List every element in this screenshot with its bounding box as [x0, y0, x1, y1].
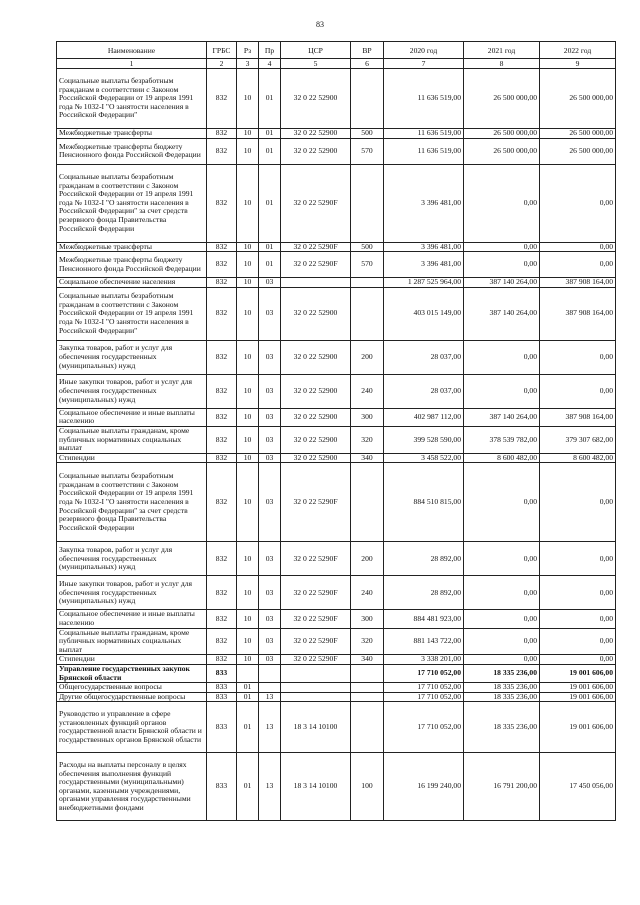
row-name: Расходы на выплаты персоналу в целях обеспечения выполнения функций государственными (муниципальными) органами, казенными учреждениями, органами управления государственными внебюджетными фондами: [57, 753, 207, 821]
table-row: [57, 69, 616, 129]
column-header: 2020 год: [384, 42, 464, 59]
row-csr: 32 0 22 5290F: [281, 628, 351, 655]
column-number: 8: [464, 59, 540, 69]
row-amount-2022: 0,00: [540, 340, 616, 374]
row-name: Управление государственных закупок Брянской области: [57, 664, 207, 682]
column-header: ГРБС: [207, 42, 237, 59]
row-amount-2022: 0,00: [540, 655, 616, 665]
row-amount-2021: 26 500 000,00: [464, 129, 540, 139]
column-header: Пр: [259, 42, 281, 59]
row-grbs: 833: [207, 683, 237, 693]
row-grbs: 832: [207, 374, 237, 408]
row-csr: 32 0 22 5290F: [281, 655, 351, 665]
row-rz: 01: [237, 692, 259, 702]
row-rz: 10: [237, 164, 259, 242]
row-pr: 01: [259, 69, 281, 129]
row-grbs: 832: [207, 576, 237, 610]
row-amount-2021: 0,00: [464, 628, 540, 655]
column-header: Рз: [237, 42, 259, 59]
row-name: Социальное обеспечение населения: [57, 278, 207, 288]
row-amount-2020: 28 037,00: [384, 374, 464, 408]
row-vr: 200: [351, 340, 384, 374]
table-row: [57, 340, 616, 374]
row-pr: 03: [259, 628, 281, 655]
column-number: 7: [384, 59, 464, 69]
page-number: 83: [316, 20, 324, 29]
table-row: [57, 753, 616, 821]
row-amount-2021: 0,00: [464, 542, 540, 576]
row-amount-2022: 379 307 682,00: [540, 426, 616, 453]
row-rz: 10: [237, 129, 259, 139]
row-grbs: 832: [207, 138, 237, 164]
column-header: ЦСР: [281, 42, 351, 59]
row-rz: 10: [237, 252, 259, 278]
table-row: [57, 164, 616, 242]
row-amount-2022: 0,00: [540, 628, 616, 655]
row-pr: 01: [259, 129, 281, 139]
table-row: [57, 542, 616, 576]
row-amount-2021: 0,00: [464, 576, 540, 610]
row-amount-2021: 387 140 264,00: [464, 287, 540, 340]
row-amount-2020: 884 510 815,00: [384, 463, 464, 542]
row-vr: [351, 69, 384, 129]
row-csr: [281, 278, 351, 288]
row-vr: [351, 702, 384, 753]
row-name: Иные закупки товаров, работ и услуг для обеспечения государственных (муниципальных) нужд: [57, 374, 207, 408]
table-row: [57, 408, 616, 426]
row-grbs: 832: [207, 408, 237, 426]
column-number: 6: [351, 59, 384, 69]
row-vr: [351, 287, 384, 340]
row-grbs: 833: [207, 702, 237, 753]
row-grbs: 832: [207, 610, 237, 628]
row-rz: 10: [237, 453, 259, 463]
row-amount-2020: 881 143 722,00: [384, 628, 464, 655]
row-grbs: 832: [207, 164, 237, 242]
row-rz: 10: [237, 287, 259, 340]
row-amount-2021: 0,00: [464, 340, 540, 374]
row-rz: 10: [237, 278, 259, 288]
row-csr: [281, 664, 351, 682]
row-grbs: 832: [207, 655, 237, 665]
row-pr: 03: [259, 610, 281, 628]
row-pr: 03: [259, 287, 281, 340]
row-name: Социальные выплаты гражданам, кроме публичных нормативных социальных выплат: [57, 426, 207, 453]
row-amount-2021: 18 335 236,00: [464, 683, 540, 693]
row-csr: 32 0 22 52900: [281, 287, 351, 340]
row-amount-2020: 28 892,00: [384, 576, 464, 610]
row-csr: [281, 683, 351, 693]
table-row: [57, 463, 616, 542]
row-amount-2021: 0,00: [464, 242, 540, 252]
row-amount-2022: 0,00: [540, 242, 616, 252]
table-row: [57, 664, 616, 682]
row-name: Социальные выплаты гражданам, кроме публичных нормативных социальных выплат: [57, 628, 207, 655]
column-header: ВР: [351, 42, 384, 59]
row-rz: 10: [237, 628, 259, 655]
row-name: Общегосударственные вопросы: [57, 683, 207, 693]
row-name: Закупка товаров, работ и услуг для обеспечения государственных (муниципальных) нужд: [57, 340, 207, 374]
row-pr: 01: [259, 164, 281, 242]
table-row: [57, 242, 616, 252]
row-amount-2022: 0,00: [540, 374, 616, 408]
row-pr: 01: [259, 242, 281, 252]
row-amount-2022: 387 908 164,00: [540, 408, 616, 426]
column-number: 5: [281, 59, 351, 69]
row-rz: 10: [237, 542, 259, 576]
column-header: 2021 год: [464, 42, 540, 59]
row-pr: 03: [259, 408, 281, 426]
row-csr: 18 3 14 10100: [281, 702, 351, 753]
row-csr: 32 0 22 52900: [281, 340, 351, 374]
row-grbs: 833: [207, 692, 237, 702]
row-name: Социальные выплаты безработным гражданам в соответствии с Законом Российской Федерации от 19 апреля 1991 года № 1032-I "О занятости населения в Российской Федерации": [57, 287, 207, 340]
row-name: Межбюджетные трансферты бюджету Пенсионного фонда Российской Федерации: [57, 252, 207, 278]
row-amount-2020: 28 037,00: [384, 340, 464, 374]
row-amount-2021: 18 335 236,00: [464, 664, 540, 682]
row-pr: [259, 683, 281, 693]
row-pr: 03: [259, 426, 281, 453]
row-pr: 13: [259, 702, 281, 753]
table-row: [57, 374, 616, 408]
column-number: 1: [57, 59, 207, 69]
row-csr: 32 0 22 52900: [281, 129, 351, 139]
row-amount-2022: 0,00: [540, 252, 616, 278]
row-pr: 03: [259, 374, 281, 408]
row-vr: 500: [351, 242, 384, 252]
column-number: 3: [237, 59, 259, 69]
row-amount-2022: 17 450 056,00: [540, 753, 616, 821]
row-amount-2021: 18 335 236,00: [464, 692, 540, 702]
row-vr: 570: [351, 252, 384, 278]
row-rz: [237, 664, 259, 682]
row-csr: 32 0 22 52900: [281, 69, 351, 129]
table-row: [57, 692, 616, 702]
row-rz: 10: [237, 340, 259, 374]
row-name: Межбюджетные трансферты: [57, 129, 207, 139]
row-rz: 10: [237, 655, 259, 665]
row-amount-2021: 387 140 264,00: [464, 278, 540, 288]
row-amount-2022: 19 001 606,00: [540, 692, 616, 702]
row-vr: 300: [351, 408, 384, 426]
row-amount-2021: 16 791 200,00: [464, 753, 540, 821]
row-amount-2022: 0,00: [540, 542, 616, 576]
row-amount-2021: 378 539 782,00: [464, 426, 540, 453]
row-pr: 13: [259, 692, 281, 702]
row-csr: 32 0 22 52900: [281, 138, 351, 164]
row-amount-2022: 26 500 000,00: [540, 138, 616, 164]
row-amount-2020: 1 287 525 964,00: [384, 278, 464, 288]
row-pr: 03: [259, 655, 281, 665]
row-vr: [351, 692, 384, 702]
row-csr: 32 0 22 5290F: [281, 252, 351, 278]
row-rz: 10: [237, 610, 259, 628]
row-rz: 10: [237, 463, 259, 542]
row-vr: [351, 463, 384, 542]
row-rz: 10: [237, 426, 259, 453]
row-vr: 240: [351, 576, 384, 610]
row-rz: 01: [237, 753, 259, 821]
budget-table: [56, 41, 616, 821]
row-amount-2020: 17 710 052,00: [384, 664, 464, 682]
row-amount-2020: 399 528 590,00: [384, 426, 464, 453]
row-rz: 10: [237, 69, 259, 129]
row-csr: 32 0 22 5290F: [281, 576, 351, 610]
row-grbs: 833: [207, 664, 237, 682]
row-rz: 10: [237, 374, 259, 408]
row-amount-2020: 3 396 481,00: [384, 164, 464, 242]
table-row: [57, 610, 616, 628]
row-rz: 10: [237, 576, 259, 610]
row-name: Социальные выплаты безработным гражданам в соответствии с Законом Российской Федерации от 19 апреля 1991 года № 1032-I "О занятости населения в Российской Федерации": [57, 69, 207, 129]
row-amount-2020: 403 015 149,00: [384, 287, 464, 340]
row-amount-2021: 26 500 000,00: [464, 138, 540, 164]
row-csr: 18 3 14 10100: [281, 753, 351, 821]
row-name: Социальные выплаты безработным гражданам в соответствии с Законом Российской Федерации от 19 апреля 1991 года № 1032-I "О занятости населения в Российской Федерации" за счет средств резервного фонда Правительства Российской Федерации: [57, 164, 207, 242]
table-row: [57, 426, 616, 453]
row-name: Иные закупки товаров, работ и услуг для обеспечения государственных (муниципальных) нужд: [57, 576, 207, 610]
row-grbs: 832: [207, 69, 237, 129]
table-row: [57, 576, 616, 610]
row-rz: 01: [237, 702, 259, 753]
row-pr: 01: [259, 252, 281, 278]
row-pr: 13: [259, 753, 281, 821]
row-rz: 01: [237, 683, 259, 693]
row-name: Социальное обеспечение и иные выплаты населению: [57, 408, 207, 426]
row-csr: 32 0 22 52900: [281, 426, 351, 453]
table-row: [57, 278, 616, 288]
row-vr: 570: [351, 138, 384, 164]
row-csr: 32 0 22 5290F: [281, 242, 351, 252]
row-vr: 320: [351, 628, 384, 655]
row-rz: 10: [237, 242, 259, 252]
row-pr: 03: [259, 278, 281, 288]
row-vr: [351, 164, 384, 242]
table-row: [57, 453, 616, 463]
row-amount-2022: 387 908 164,00: [540, 278, 616, 288]
row-amount-2022: 26 500 000,00: [540, 129, 616, 139]
row-vr: [351, 664, 384, 682]
column-header: Наименование: [57, 42, 207, 59]
row-amount-2022: 0,00: [540, 463, 616, 542]
row-pr: [259, 664, 281, 682]
row-amount-2020: 3 396 481,00: [384, 242, 464, 252]
row-grbs: 832: [207, 426, 237, 453]
row-amount-2022: 0,00: [540, 610, 616, 628]
row-amount-2020: 11 636 519,00: [384, 69, 464, 129]
row-pr: 03: [259, 542, 281, 576]
row-amount-2021: 0,00: [464, 374, 540, 408]
row-grbs: 832: [207, 278, 237, 288]
row-amount-2021: 26 500 000,00: [464, 69, 540, 129]
row-grbs: 832: [207, 542, 237, 576]
row-name: Руководство и управление в сфере установленных функций органов государственной власти Брянской области и государственных органов Брянской области: [57, 702, 207, 753]
row-amount-2021: 18 335 236,00: [464, 702, 540, 753]
row-amount-2020: 17 710 052,00: [384, 692, 464, 702]
row-vr: 500: [351, 129, 384, 139]
column-number: 9: [540, 59, 616, 69]
row-vr: 320: [351, 426, 384, 453]
row-amount-2020: 884 481 923,00: [384, 610, 464, 628]
row-amount-2022: 19 001 606,00: [540, 702, 616, 753]
row-amount-2020: 402 987 112,00: [384, 408, 464, 426]
row-amount-2022: 19 001 606,00: [540, 664, 616, 682]
row-amount-2022: 19 001 606,00: [540, 683, 616, 693]
row-amount-2020: 3 458 522,00: [384, 453, 464, 463]
row-amount-2020: 11 636 519,00: [384, 129, 464, 139]
row-amount-2022: 26 500 000,00: [540, 69, 616, 129]
row-name: Закупка товаров, работ и услуг для обеспечения государственных (муниципальных) нужд: [57, 542, 207, 576]
row-grbs: 832: [207, 252, 237, 278]
row-pr: 03: [259, 453, 281, 463]
table-row: [57, 683, 616, 693]
row-amount-2020: 17 710 052,00: [384, 683, 464, 693]
row-csr: 32 0 22 5290F: [281, 463, 351, 542]
row-csr: [281, 692, 351, 702]
row-amount-2022: 0,00: [540, 576, 616, 610]
row-grbs: 832: [207, 453, 237, 463]
row-name: Социальное обеспечение и иные выплаты населению: [57, 610, 207, 628]
row-grbs: 832: [207, 463, 237, 542]
row-pr: 03: [259, 340, 281, 374]
row-csr: 32 0 22 52900: [281, 374, 351, 408]
row-grbs: 832: [207, 129, 237, 139]
row-vr: [351, 278, 384, 288]
row-grbs: 832: [207, 242, 237, 252]
row-csr: 32 0 22 5290F: [281, 610, 351, 628]
row-amount-2020: 3 396 481,00: [384, 252, 464, 278]
table-row: [57, 129, 616, 139]
row-vr: 340: [351, 453, 384, 463]
row-name: Социальные выплаты безработным гражданам в соответствии с Законом Российской Федерации от 19 апреля 1991 года № 1032-I "О занятости населения в Российской Федерации" за счет средств резервного фонда Правительства Российской Федерации: [57, 463, 207, 542]
row-amount-2020: 17 710 052,00: [384, 702, 464, 753]
row-vr: 240: [351, 374, 384, 408]
row-amount-2022: 387 908 164,00: [540, 287, 616, 340]
row-name: Стипендии: [57, 453, 207, 463]
row-amount-2021: 0,00: [464, 164, 540, 242]
row-grbs: 833: [207, 753, 237, 821]
row-vr: 340: [351, 655, 384, 665]
row-amount-2021: 0,00: [464, 655, 540, 665]
row-vr: 200: [351, 542, 384, 576]
row-amount-2022: 0,00: [540, 164, 616, 242]
column-header: 2022 год: [540, 42, 616, 59]
row-amount-2022: 8 600 482,00: [540, 453, 616, 463]
row-vr: [351, 683, 384, 693]
table-row: [57, 702, 616, 753]
row-amount-2021: 0,00: [464, 463, 540, 542]
row-csr: 32 0 22 5290F: [281, 164, 351, 242]
row-name: Межбюджетные трансферты бюджету Пенсионного фонда Российской Федерации: [57, 138, 207, 164]
row-name: Другие общегосударственные вопросы: [57, 692, 207, 702]
table-row: [57, 138, 616, 164]
row-amount-2021: 8 600 482,00: [464, 453, 540, 463]
row-vr: 100: [351, 753, 384, 821]
row-pr: 03: [259, 576, 281, 610]
row-rz: 10: [237, 408, 259, 426]
row-grbs: 832: [207, 287, 237, 340]
row-pr: 01: [259, 138, 281, 164]
row-csr: 32 0 22 52900: [281, 408, 351, 426]
row-amount-2020: 28 892,00: [384, 542, 464, 576]
row-rz: 10: [237, 138, 259, 164]
row-amount-2021: 0,00: [464, 252, 540, 278]
table-row: [57, 252, 616, 278]
row-amount-2020: 3 338 201,00: [384, 655, 464, 665]
column-number: 4: [259, 59, 281, 69]
row-vr: 300: [351, 610, 384, 628]
row-csr: 32 0 22 52900: [281, 453, 351, 463]
row-amount-2021: 0,00: [464, 610, 540, 628]
row-grbs: 832: [207, 340, 237, 374]
table-body: [57, 69, 616, 821]
table-row: [57, 287, 616, 340]
row-grbs: 832: [207, 628, 237, 655]
table-row: [57, 628, 616, 655]
row-amount-2020: 11 636 519,00: [384, 138, 464, 164]
row-amount-2021: 387 140 264,00: [464, 408, 540, 426]
row-csr: 32 0 22 5290F: [281, 542, 351, 576]
column-number: 2: [207, 59, 237, 69]
row-amount-2020: 16 199 240,00: [384, 753, 464, 821]
row-name: Межбюджетные трансферты: [57, 242, 207, 252]
row-name: Стипендии: [57, 655, 207, 665]
row-pr: 03: [259, 463, 281, 542]
table-row: [57, 655, 616, 665]
